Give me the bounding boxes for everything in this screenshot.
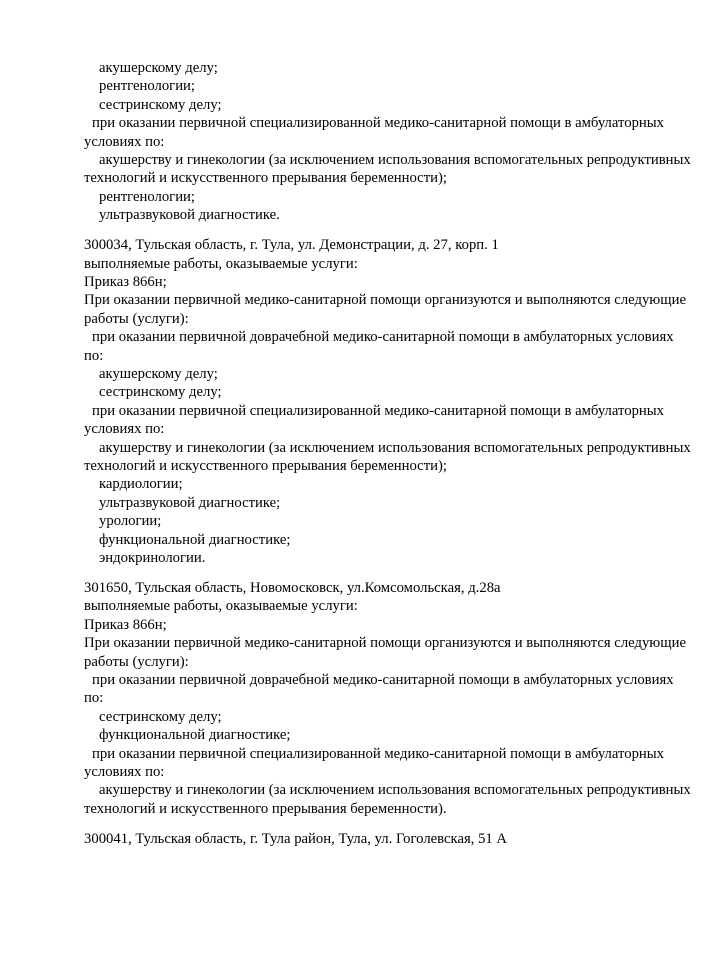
text-line: 300034, Тульская область, г. Тула, ул. Демонстрации, д. 27, корп. 1 (84, 237, 499, 254)
text-line: выполняемые работы, оказываемые услуги: (84, 255, 358, 272)
text-line: работы (услуги): (84, 653, 189, 670)
text-line: функциональной диагностике; (99, 531, 291, 548)
text-line: сестринскому делу; (99, 96, 222, 113)
text-line: технологий и искусственного прерывания беременности); (84, 170, 447, 187)
text-line: кардиологии; (99, 476, 183, 493)
license-section-address-300041 (84, 830, 709, 848)
text-line: технологий и искусственного прерывания беременности). (84, 800, 447, 817)
text-line: акушерскому делу; (99, 366, 218, 382)
text-line: при оказании первичной доврачебной медико-санитарной помощи в амбулаторных условиях (92, 672, 674, 688)
text-line: условиях по: (84, 133, 165, 150)
text-line: эндокринологии. (99, 550, 206, 567)
text-line: акушерству и гинекологии (за исключением использования вспомогательных репродуктивных (99, 152, 691, 169)
text-line: условиях по: (84, 764, 165, 781)
license-section-address-300034 (84, 236, 709, 567)
text-line: работы (услуги): (84, 310, 189, 327)
text-line: функциональной диагностике; (99, 727, 291, 744)
text-line: при оказании первичной специализированной медико-санитарной помощи в амбулаторных (92, 745, 664, 762)
text-line: При оказании первичной медико-санитарной помощи организуются и выполняются следующие (84, 635, 686, 652)
text-line: урологии; (99, 513, 162, 530)
text-line: сестринскому делу; (99, 384, 222, 401)
text-line: при оказании первичной специализированной медико-санитарной помощи в амбулаторных (92, 402, 664, 419)
text-line: ультразвуковой диагностике; (99, 494, 281, 511)
text-line: акушерству и гинекологии (за исключением использования вспомогательных репродуктивных (99, 439, 691, 456)
text-line: выполняемые работы, оказываемые услуги: (84, 598, 358, 615)
text-line: При оказании первичной медико-санитарной помощи организуются и выполняются следующие (84, 292, 686, 309)
text-line: при оказании первичной доврачебной медико-санитарной помощи в амбулаторных условиях (92, 329, 674, 346)
text-line: условиях по: (84, 421, 165, 438)
text-line: технологий и искусственного прерывания беременности); (84, 458, 447, 475)
text-line: сестринскому делу; (99, 708, 222, 725)
text-line: рентгенологии; (99, 188, 195, 205)
document-content (84, 59, 709, 848)
license-section-services-continuation (84, 59, 709, 225)
text-line: Приказ 866н; (84, 616, 167, 633)
text-line: при оказании первичной специализированной медико-санитарной помощи в амбулаторных (92, 115, 664, 132)
text-line: Приказ 866н; (84, 273, 167, 290)
text-line: ультразвуковой диагностике. (99, 207, 280, 224)
text-line: 301650, Тульская область, Новомосковск, ул.Комсомольская, д.28а (84, 579, 501, 596)
text-line: рентгенологии; (99, 78, 195, 95)
text-line: 300041, Тульская область, г. Тула район, Тула, ул. Гоголевская, 51 А (84, 830, 508, 847)
text-line: по: (84, 690, 104, 707)
license-section-address-301650 (84, 579, 709, 818)
text-line: акушерскому делу; (99, 60, 218, 76)
text-line: по: (84, 347, 104, 364)
text-line: акушерству и гинекологии (за исключением использования вспомогательных репродуктивных (99, 782, 691, 799)
